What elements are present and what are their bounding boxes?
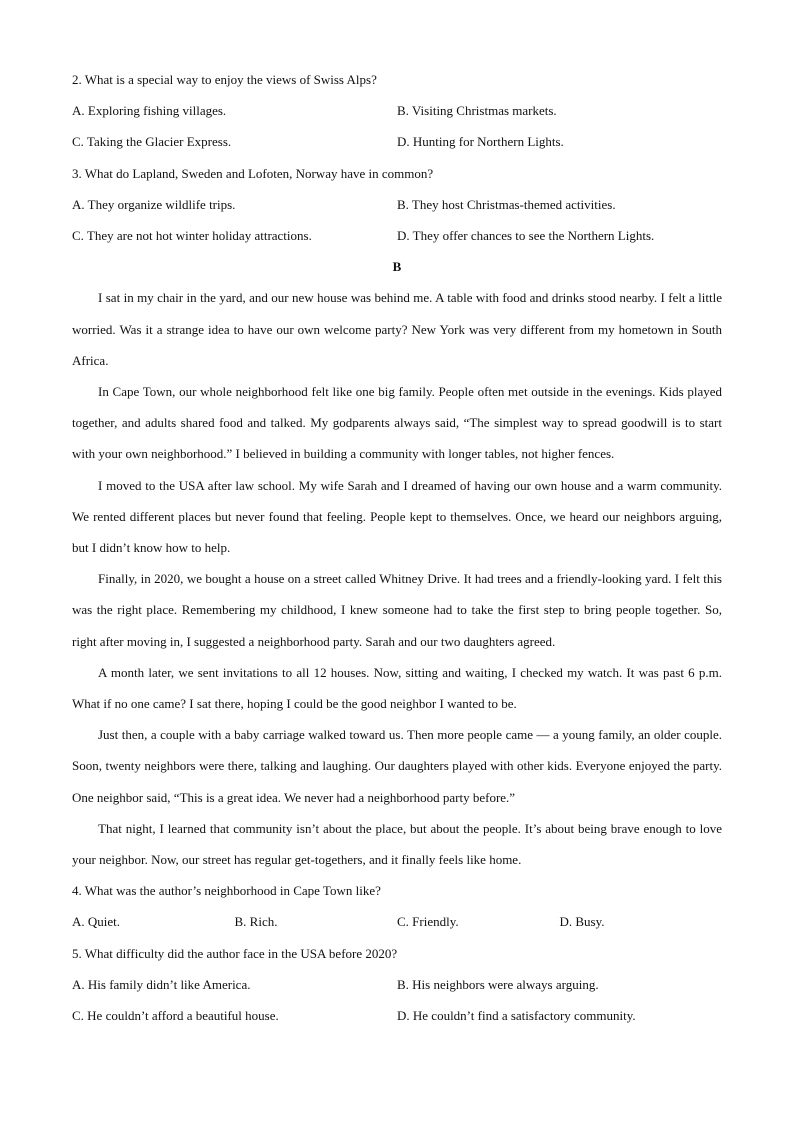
question-5-option-a: A. His family didn’t like America. xyxy=(72,976,251,992)
document-page xyxy=(72,64,722,1031)
question-2-option-d: D. Hunting for Northern Lights. xyxy=(397,134,564,150)
section-b-title: B xyxy=(392,259,402,275)
question-4-option-b: B. Rich. xyxy=(234,914,278,930)
question-2-option-c: C. Taking the Glacier Express. xyxy=(72,134,232,150)
question-2-option-b: B. Visiting Christmas markets. xyxy=(397,103,557,119)
question-5-stem: 5. What difficulty did the author face in the USA before 2020? xyxy=(72,945,398,961)
question-2-options-row-1 xyxy=(72,95,722,126)
question-5-option-b: B. His neighbors were always arguing. xyxy=(397,976,599,992)
question-5-options-row-2 xyxy=(72,1000,722,1031)
passage-paragraph-4: Finally, in 2020, we bought a house on a street called Whitney Drive. It had trees and a friendly-looking yard. I felt this was the right place. Remembering my childhood, I knew someone had to take the first step to bring people together. So, right after moving in, I suggested a neighborhood party. Sarah and our two daughters agreed. xyxy=(72,571,722,649)
passage-paragraph-6: Just then, a couple with a baby carriage walked toward us. Then more people came — a young family, an older couple. Soon, twenty neighbors were there, talking and laughing. Our daughters played with other kids. Everyone enjoyed the party. One neighbor said, “This is a great idea. We never had a neighborhood party before.” xyxy=(72,727,722,805)
question-5-options-row-1 xyxy=(72,969,722,1000)
question-5-option-d: D. He couldn’t find a satisfactory community. xyxy=(397,1007,636,1023)
question-4-option-d: D. Busy. xyxy=(559,914,605,930)
question-4-option-a: A. Quiet. xyxy=(72,914,121,930)
question-4-stem: 4. What was the author’s neighborhood in Cape Town like? xyxy=(72,883,381,899)
question-3-options-row-2 xyxy=(72,220,722,251)
passage-paragraph-2: In Cape Town, our whole neighborhood felt like one big family. People often met outside in the evenings. Kids played together, and adults shared food and talked. My godparents always said, “The simplest way to spread goodwill is to start with your own neighborhood.” I believed in building a community with longer tables, not higher fences. xyxy=(72,383,722,462)
question-2-options-row-2 xyxy=(72,126,722,157)
passage-paragraph-5: A month later, we sent invitations to all 12 houses. Now, sitting and waiting, I checked my watch. It was past 6 p.m. What if no one came? I sat there, hoping I could be the good neighbor I wanted to be. xyxy=(72,664,722,711)
question-3-option-a: A. They organize wildlife trips. xyxy=(72,196,236,212)
question-3-options-row-1 xyxy=(72,189,722,220)
question-3-stem: 3. What do Lapland, Sweden and Lofoten, Norway have in common? xyxy=(72,165,434,181)
question-2-stem: 2. What is a special way to enjoy the views of Swiss Alps? xyxy=(72,72,377,87)
question-4-options-row xyxy=(72,906,722,937)
question-3-option-b: B. They host Christmas-themed activities. xyxy=(397,196,616,212)
question-3-option-d: D. They offer chances to see the Northern Lights. xyxy=(397,227,655,243)
question-3-option-c: C. They are not hot winter holiday attractions. xyxy=(72,227,312,243)
passage-paragraph-3: I moved to the USA after law school. My wife Sarah and I dreamed of having our own house and a warm community. We rented different places but never found that feeling. People kept to themselves. Once, we heard our neighbors arguing, but I didn’t know how to help. xyxy=(72,477,722,555)
passage-paragraph-7: That night, I learned that community isn’t about the place, but about the people. It’s about being brave enough to love your neighbor. Now, our street has regular get-togethers, and it finally feels like home. xyxy=(72,820,722,867)
question-5-option-c: C. He couldn’t afford a beautiful house. xyxy=(72,1007,279,1023)
question-4-option-c: C. Friendly. xyxy=(397,914,459,930)
question-2-option-a: A. Exploring fishing villages. xyxy=(72,103,227,119)
passage-paragraph-1: I sat in my chair in the yard, and our new house was behind me. A table with food and drinks stood nearby. I felt a little worried. Was it a strange idea to have our own welcome party? New York was very different from my hometown in South Africa. xyxy=(72,290,722,368)
